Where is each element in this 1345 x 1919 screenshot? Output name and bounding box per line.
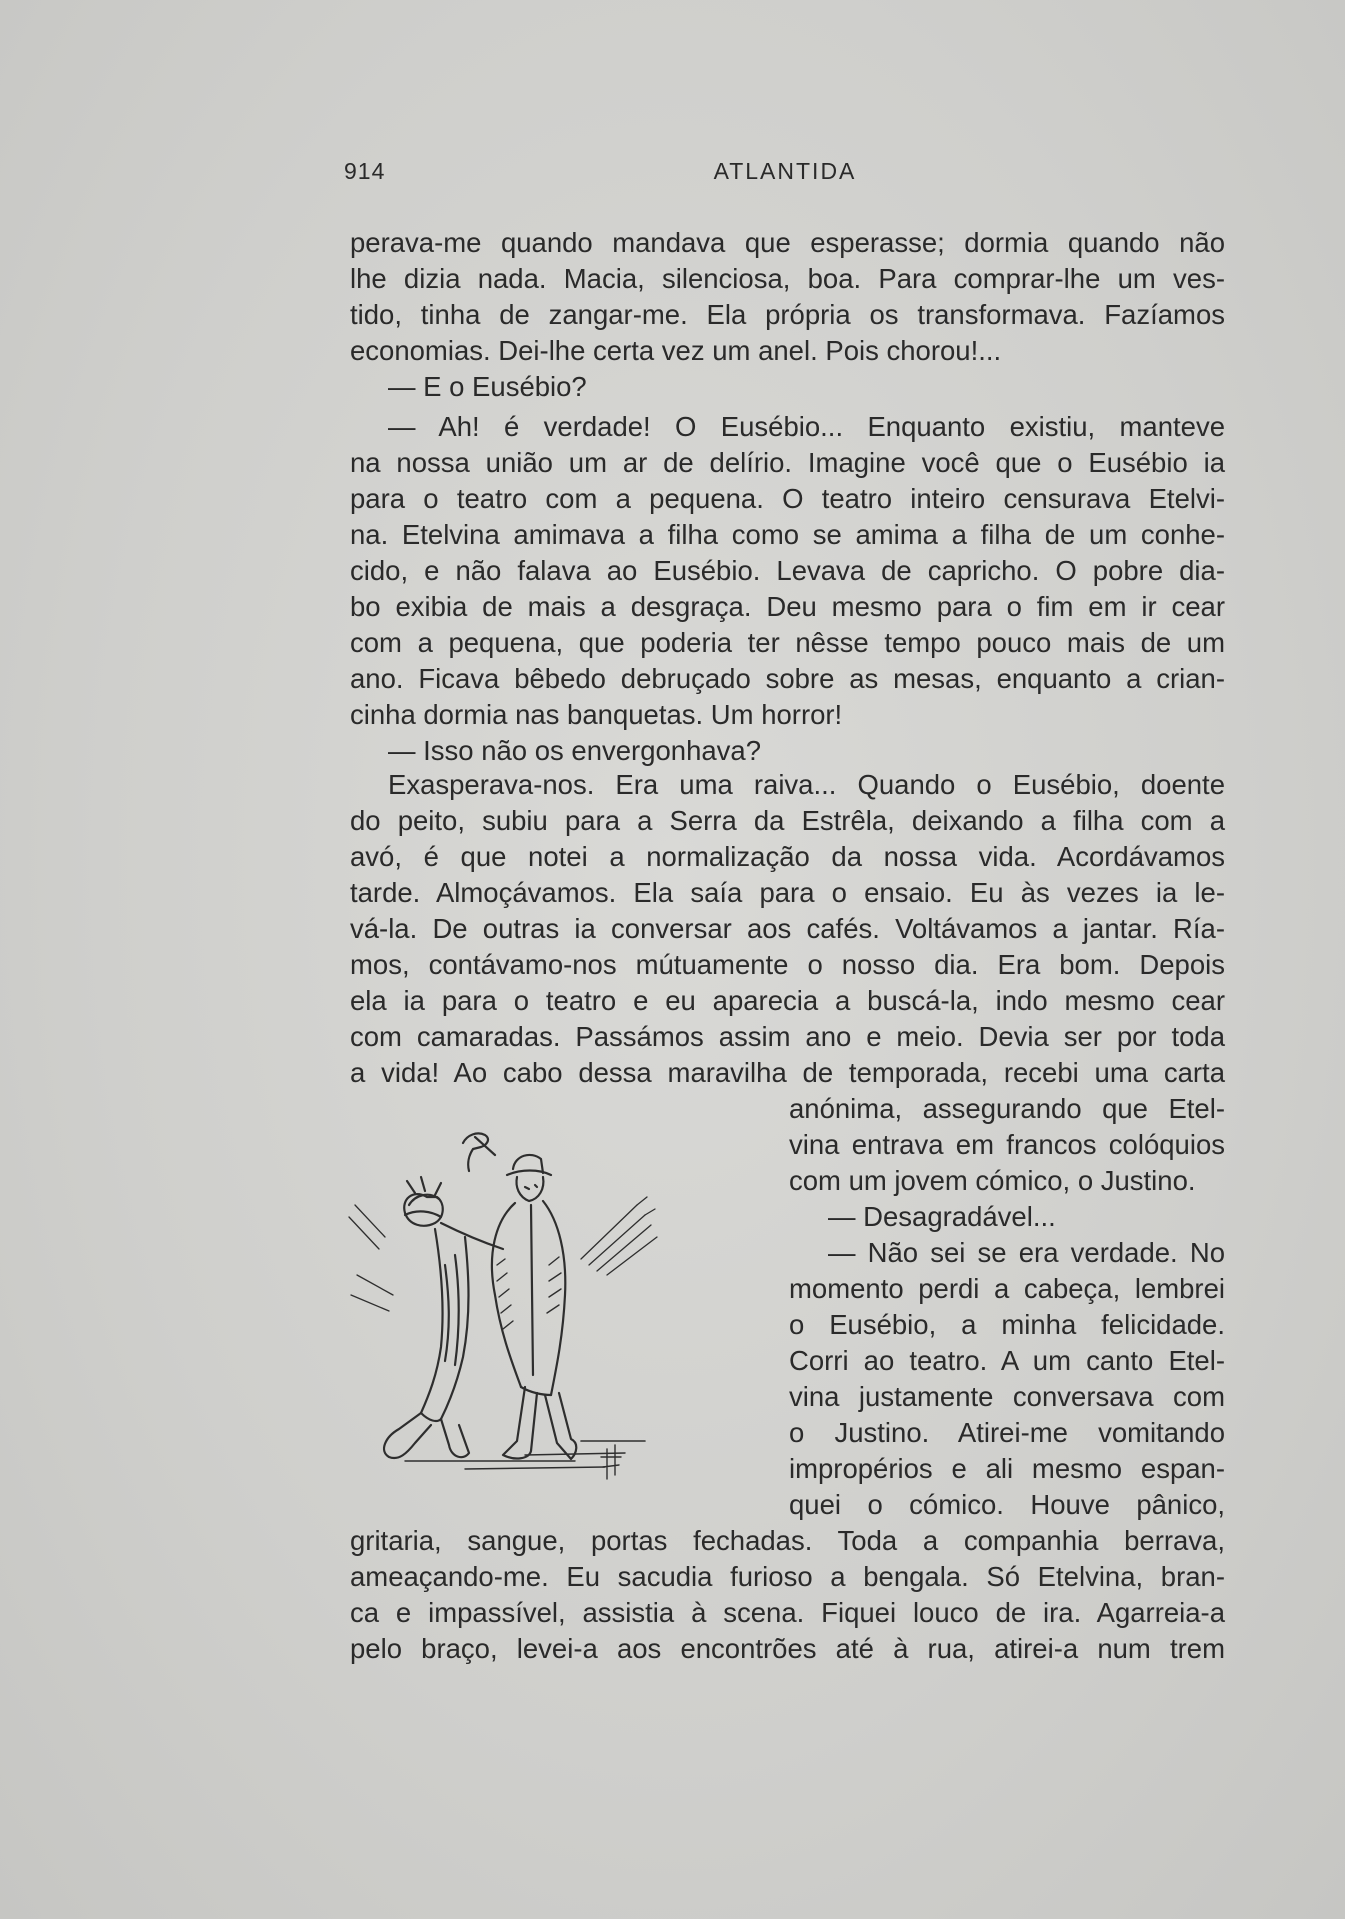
text-line: ca e impassível, assistia à scena. Fiquei louco de ira. Agarreia-a <box>350 1597 1225 1628</box>
text-line: Corri ao teatro. A um canto Etel- <box>789 1345 1225 1376</box>
text-line: na. Etelvina amimava a filha como se amima a filha de um conhe- <box>350 519 1225 550</box>
text-line: o Justino. Atirei-me vomitando <box>789 1417 1225 1448</box>
text-line: ano. Ficava bêbedo debruçado sobre as mesas, enquanto a crian- <box>350 663 1225 694</box>
text-line: mos, contávamo-nos mútuamente o nosso dia. Era bom. Depois <box>350 949 1225 980</box>
text-line: lhe dizia nada. Macia, silenciosa, boa. Para comprar-lhe um ves- <box>350 263 1225 294</box>
text-line: com um jovem cómico, o Justino. <box>789 1165 1196 1196</box>
text-line: bo exibia de mais a desgraça. Deu mesmo para o fim em ir cear <box>350 591 1225 622</box>
text-line: quei o cómico. Houve pânico, <box>789 1489 1225 1520</box>
text-line: cinha dormia nas banquetas. Um horror! <box>350 699 843 730</box>
text-line: economias. Dei-lhe certa vez um anel. Pois chorou!... <box>350 335 1002 366</box>
text-line: ameaçando-me. Eu sacudia furioso a bengala. Só Etelvina, bran- <box>350 1561 1225 1592</box>
text-line: momento perdi a cabeça, lembrei <box>789 1273 1225 1304</box>
text-line: — Isso não os envergonhava? <box>388 735 762 766</box>
text-line: avó, é que notei a normalização da nossa vida. Acordávamos <box>350 841 1225 872</box>
running-title: ATLANTIDA <box>713 158 857 184</box>
text-line: do peito, subiu para a Serra da Estrêla, deixando a filha com a <box>350 805 1225 836</box>
running-head <box>344 158 1226 198</box>
text-line: para o teatro com a pequena. O teatro inteiro censurava Etelvi- <box>350 483 1225 514</box>
text-line: pelo braço, levei-a aos encontrões até à rua, atirei-a num trem <box>350 1633 1225 1664</box>
text-line: vina justamente conversava com <box>789 1381 1225 1412</box>
text-line: — Desagradável... <box>828 1201 1056 1232</box>
text-line: Exasperava-nos. Era uma raiva... Quando o Eusébio, doente <box>388 769 1225 800</box>
text-line: — Não sei se era verdade. No <box>828 1237 1225 1268</box>
text-line: vina entrava em francos colóquios <box>789 1129 1225 1160</box>
text-line: — Ah! é verdade! O Eusébio... Enquanto existiu, manteve <box>388 411 1225 442</box>
text-line: com camaradas. Passámos assim ano e meio. Devia ser por toda <box>350 1021 1225 1052</box>
text-line: cido, e não falava ao Eusébio. Levava de capricho. O pobre dia- <box>350 555 1225 586</box>
text-line: perava-me quando mandava que esperasse; dormia quando não <box>350 227 1225 258</box>
text-line: tido, tinha de zangar-me. Ela própria os transformava. Fazíamos <box>350 299 1225 330</box>
ink-illustration <box>345 1125 775 1480</box>
text-line: vá-la. De outras ia conversar aos cafés. Voltávamos a jantar. Ría- <box>350 913 1225 944</box>
text-line: o Eusébio, a minha felicidade. <box>789 1309 1225 1340</box>
text-line: gritaria, sangue, portas fechadas. Toda a companhia berrava, <box>350 1525 1225 1556</box>
text-line: a vida! Ao cabo dessa maravilha de temporada, recebi uma carta <box>350 1057 1225 1088</box>
page-number: 914 <box>344 158 386 184</box>
text-line: na nossa união um ar de delírio. Imagine você que o Eusébio ia <box>350 447 1225 478</box>
text-line: — E o Eusébio? <box>388 371 587 402</box>
text-line: anónima, assegurando que Etel- <box>789 1093 1225 1124</box>
text-line: tarde. Almoçávamos. Ela saía para o ensaio. Eu às vezes ia le- <box>350 877 1225 908</box>
text-line: com a pequena, que poderia ter nêsse tempo pouco mais de um <box>350 627 1225 658</box>
text-line: ela ia para o teatro e eu aparecia a buscá-la, indo mesmo cear <box>350 985 1225 1016</box>
text-line: impropérios e ali mesmo espan- <box>789 1453 1225 1484</box>
